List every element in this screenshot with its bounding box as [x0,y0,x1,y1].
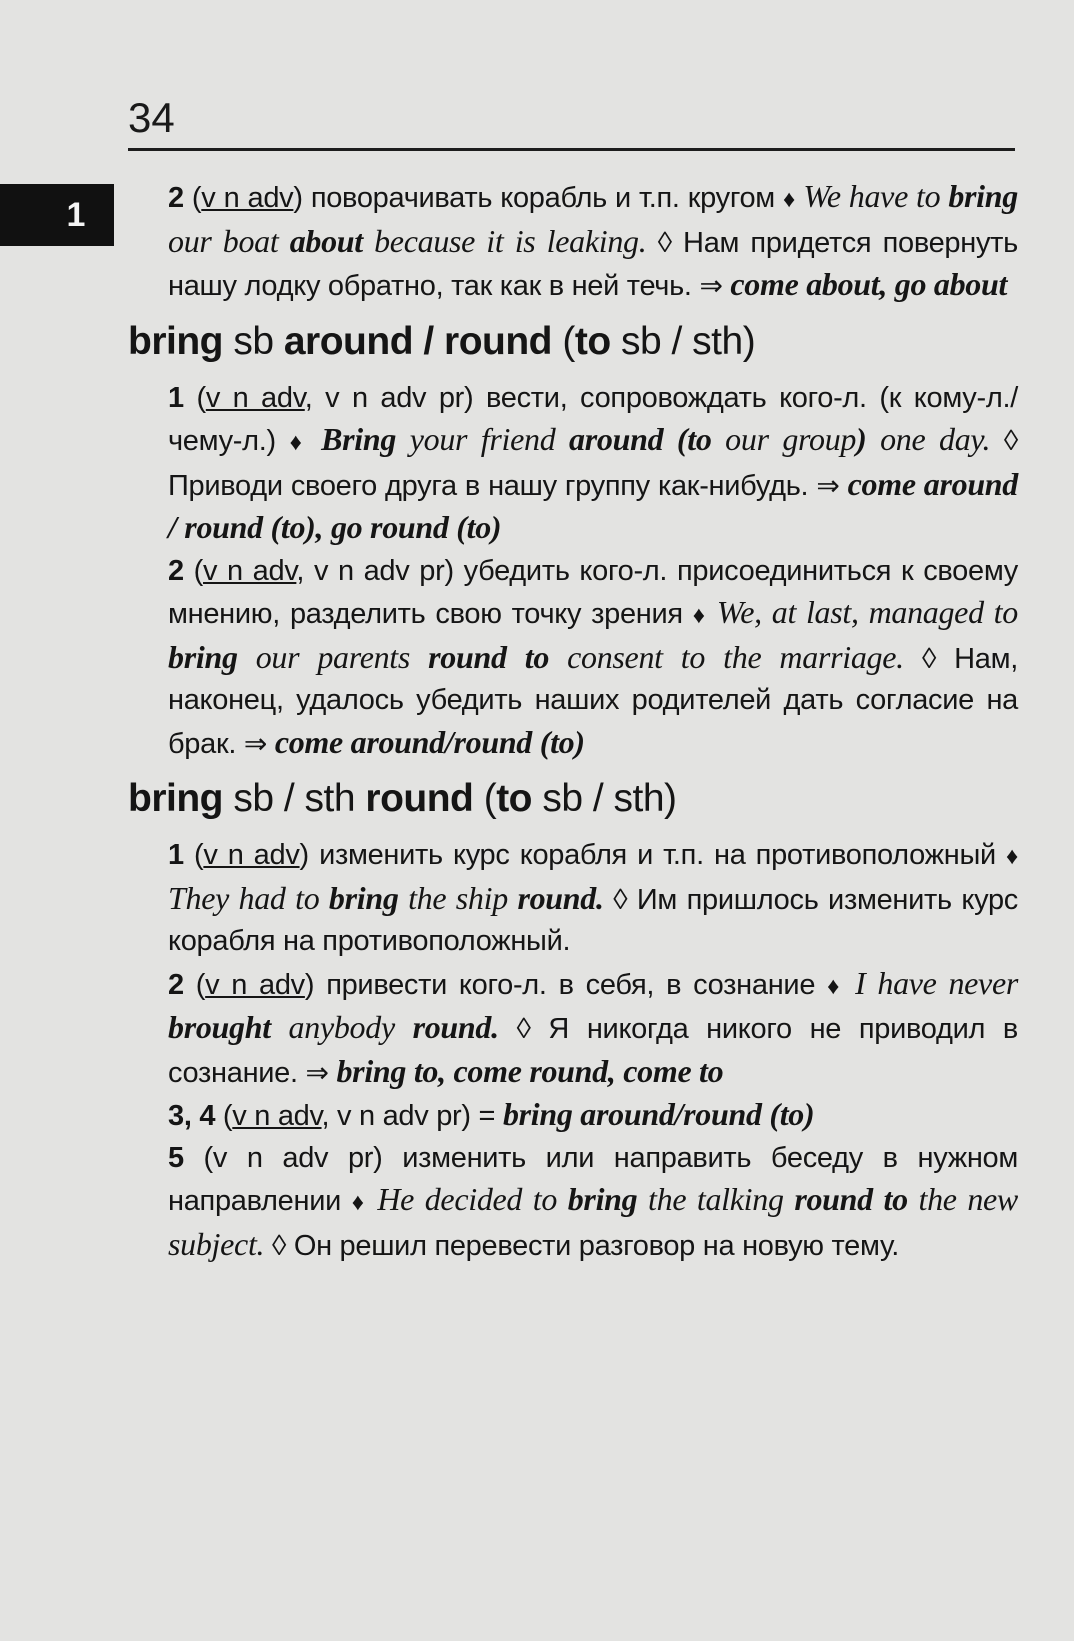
example-part: ) [856,421,867,457]
example-part: bring [328,879,399,916]
headword-part: ( [473,777,497,820]
example-part: the new subject. [168,1181,1018,1262]
grammar-pattern: v n adv [201,182,294,214]
example-part: one day. [866,421,991,457]
sense-number: 3, 4 [168,1100,216,1132]
example-part: the ship [398,879,518,916]
grammar-pattern: v n adv [203,839,300,871]
sense-definition: убедить кого-л. присоединиться к своему мнению, разделить свою точку зрения [168,554,1018,630]
sense-number: 2 [168,968,184,1001]
arrow-icon: ⇒ [243,727,268,759]
example-part: anybody [270,1009,413,1045]
sense-definition: изменить курс корабля и т.п. на противоположный [319,839,996,871]
example-part: around (to [569,421,712,457]
headword-part: sb / sth [222,777,366,820]
sense-definition: вести, сопровождать кого-л. (к кому-л./чему-л.) [168,381,1018,457]
example-part: because it is leaking. [362,222,647,259]
arrow-icon: ⇒ [699,270,723,301]
sense-block: 2 (v n adv) привести кого-л. в себя, в сознание ♦ I have never brought anybody round. ◊ Я никогда никого не приводил в сознание. ⇒ bring to, come round, come to [168,964,1019,1089]
sense-block: 1 (v n adv) изменить курс корабля и т.п. на противоположный ♦ They had to bring the ship round. ◊ Им пришлось изменить курс корабля на противоположный. [168,839,1019,957]
sense-number: 2 [168,182,184,214]
example-part: We have to [803,178,949,214]
example-part: round. [517,879,604,916]
headword-part: sb / sth) [610,319,756,363]
sense-block: 1 (v n adv, v n adv pr) вести, сопровождать кого-л. (к кому-л./чему-л.) ♦ Bring your friend around (to our group) one day. ◊ Приводи своего друга в нашу группу как-нибудь. ⇒ come around / round (to), go round (to) [168,381,1019,545]
example-part: brought [168,1009,271,1045]
equals-reference: bring around/round (to) [502,1096,815,1132]
grammar-pattern: v n adv [232,1100,322,1132]
headword-part: bring [128,777,223,820]
grammar-pattern-rest: , v n adv pr [321,1100,462,1132]
cross-reference: come about, go about [730,266,1008,302]
diamond-icon: ♦ [351,1189,367,1216]
lozenge-icon: ◊ [921,642,936,675]
lozenge-icon: ◊ [516,1013,531,1045]
example-part: bring [948,178,1018,214]
diamond-icon: ♦ [692,602,707,629]
headword-part: ( [552,319,575,363]
cross-reference: come around / round (to), go round (to) [168,465,1019,545]
arrow-icon: ⇒ [305,1056,329,1088]
sense-number: 2 [168,554,184,587]
entry-headword [128,316,1018,368]
dictionary-content [128,176,1018,1267]
diamond-icon: ♦ [1006,843,1018,870]
headword-part: bring [128,319,223,363]
grammar-pattern-rest: , v n adv pr [304,381,465,414]
example-translation: Им пришлось изменить курс корабля на противоположный. [168,883,1019,957]
example-translation: Он решил перевести разговор на новую тему. [293,1229,899,1262]
headword-part: sb [222,319,284,363]
sense-number: 1 [168,839,184,871]
example-part: He decided to [377,1181,568,1217]
headword-part: to [496,777,532,820]
example-translation: Нам придется повернуть нашу лодку обратно, так как в ней течь. [168,226,1018,302]
sense-block: 2 (v n adv) поворачивать корабль и т.п. кругом ♦ We have to bring our boat about because it is leaking. ◊ Нам придется повернуть нашу лодку обратно, так как в ней течь. ⇒ come about, go about [168,178,1018,302]
sense-block: 3, 4 (v n adv, v n adv pr) = bring around/round (to) [168,1096,815,1132]
sense-definition: изменить или направить беседу в нужном направлении [168,1141,1018,1217]
example-part: our group [711,421,857,457]
diamond-icon: ♦ [827,972,844,1000]
sense-block: 5 (v n adv pr) изменить или направить беседу в нужном направлении ♦ He decided to bring the talking round to the new subject. ◊ Он решил перевести разговор на новую тему. [168,1141,1018,1262]
example-part: your friend [396,421,570,457]
headword-part: sb / sth) [532,777,677,820]
diamond-icon: ♦ [289,429,308,456]
example-part: our parents [237,638,429,675]
sense-block: 2 (v n adv, v n adv pr) убедить кого-л. присоединиться к своему мнению, разделить свою точку зрения ♦ We, at last, managed to bring our parents round to consent to the marriage. ◊ Нам, наконец, удалось убедить наших родителей дать согласие на брак. ⇒ come around/round (to) [168,554,1018,760]
usage-example [321,421,990,457]
example-part: the talking [637,1181,795,1217]
grammar-pattern: v n adv [205,381,305,414]
entry-headword [128,773,1018,825]
example-part: They had to [168,879,329,916]
example-part: about [289,222,363,259]
diamond-icon: ♦ [783,186,796,213]
lozenge-icon: ◊ [657,226,672,259]
example-part: round. [412,1009,499,1045]
page-number: 34 [128,94,175,141]
example-part: round to [794,1181,908,1217]
headword-part: to [574,319,611,363]
sense-number: 1 [168,381,184,414]
example-part: Bring [321,421,397,457]
example-part: consent to the marriage. [549,638,904,675]
grammar-pattern: v n adv [203,554,297,587]
headword-part: around / round [283,319,552,363]
lozenge-icon: ◊ [1003,425,1018,457]
example-part: We, at last, managed to [716,594,1018,630]
example-part: bring [567,1181,638,1217]
chapter-tab: 1 [0,184,114,246]
sense-definition: поворачивать корабль и т.п. кругом [310,182,775,214]
header-rule [128,148,1015,151]
example-translation: Нам, наконец, удалось убедить наших родителей дать согласие на брак. [168,642,1018,760]
grammar-pattern-rest: v n adv pr [212,1141,374,1174]
cross-reference: bring to, come round, come to [336,1052,724,1089]
sense-definition: привести кого-л. в себя, в сознание [326,968,816,1001]
example-part: round to [428,638,550,675]
lozenge-icon: ◊ [613,883,628,916]
grammar-pattern-rest: , v n adv pr [296,554,445,587]
equals-sign: = [478,1100,503,1132]
example-part: our boat [168,222,290,259]
example-part: bring [168,638,238,675]
cross-reference: come around/round (to) [274,723,585,760]
example-part: I have never [855,964,1019,1001]
example-translation: Я никогда никого не приводил в сознание. [168,1013,1019,1089]
arrow-icon: ⇒ [816,469,840,501]
usage-example [168,880,604,916]
grammar-pattern: v n adv [205,968,305,1001]
sense-number: 5 [168,1141,184,1174]
example-translation: Приводи своего друга в нашу группу как-нибудь. [168,469,809,502]
lozenge-icon: ◊ [272,1229,287,1262]
headword-part: round [365,777,474,820]
